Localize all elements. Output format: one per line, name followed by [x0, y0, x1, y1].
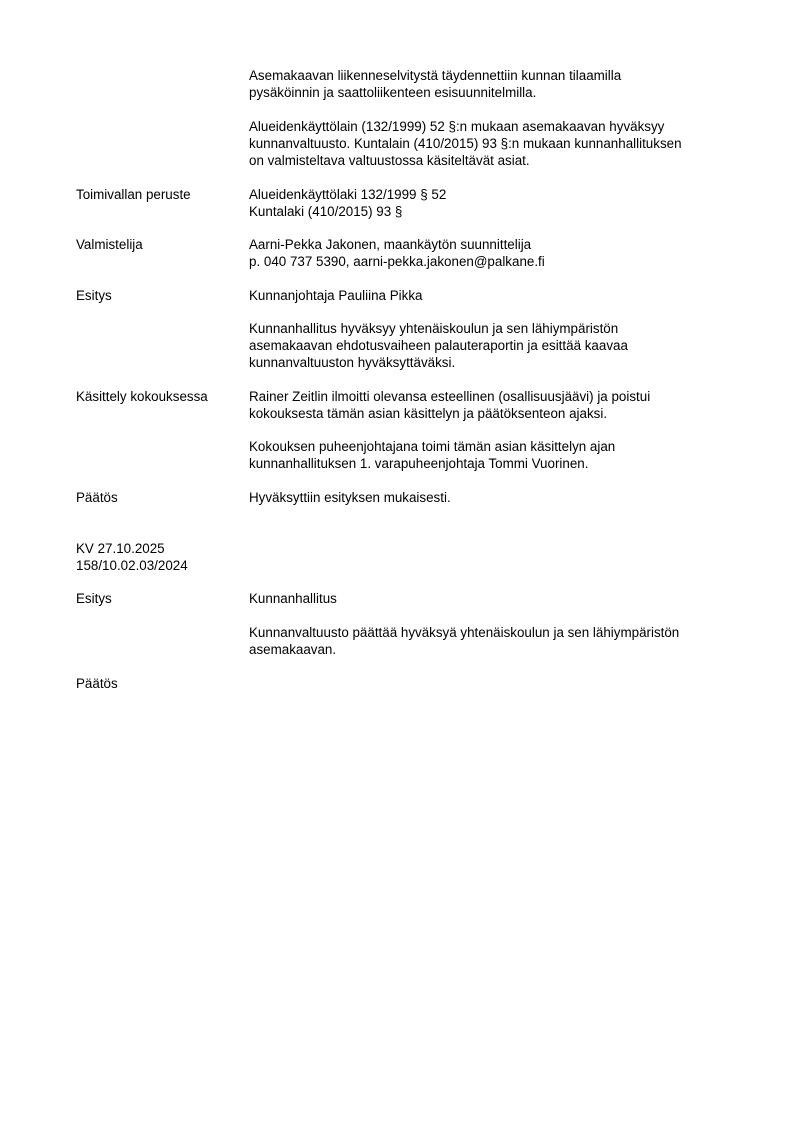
- kasittely-paragraph-1: [249, 388, 739, 422]
- text-line: Kuntalaki (410/2015) 93 §: [249, 204, 403, 219]
- esitys-2-presenter: [249, 590, 739, 607]
- text-line: kokouksesta tämän asian käsittelyn ja päätöksenteon ajaksi.: [249, 406, 608, 421]
- text-line: pysäköinnin ja saattoliikenteen esisuunnitelmilla.: [249, 85, 537, 100]
- kv-date: KV 27.10.2025: [76, 541, 165, 556]
- kv-reference: 158/10.02.03/2024: [76, 558, 188, 573]
- esitys-2-body: [249, 624, 739, 658]
- text-line: kunnanvaltuuston hyväksyttäväksi.: [249, 355, 456, 370]
- kasittely-paragraph-2: [249, 438, 739, 472]
- text-line: on valmisteltava valtuustossa käsiteltävät asiat.: [249, 153, 530, 168]
- toimivalta-label: Toimivallan peruste: [76, 187, 191, 202]
- esitys-2-label: Esitys: [76, 591, 112, 606]
- kasittely-label: Käsittely kokouksessa: [76, 389, 208, 404]
- text-line: Kunnanhallitus hyväksyy yhtenäiskoulun ja sen lähiympäristön: [249, 321, 619, 336]
- text-line: Hyväksyttiin esityksen mukaisesti.: [249, 490, 451, 505]
- esitys-label: Esitys: [76, 288, 112, 303]
- text-line: Kunnanjohtaja Pauliina Pikka: [249, 288, 423, 303]
- intro-paragraph-1: [249, 67, 739, 101]
- text-line: asemakaavan ehdotusvaiheen palauteraportin ja esittää kaavaa: [249, 338, 628, 353]
- text-line: Kokouksen puheenjohtajana toimi tämän asian käsittelyn ajan: [249, 439, 616, 454]
- kv-meeting-info: [76, 540, 246, 574]
- text-line: kunnanvaltuusto. Kuntalain (410/2015) 93 §:n mukaan kunnanhallituksen: [249, 136, 682, 151]
- esitys-body: [249, 320, 739, 371]
- text-line: Rainer Zeitlin ilmoitti olevansa esteellinen (osallisuusjäävi) ja poistui: [249, 389, 651, 404]
- paatos-label: Päätös: [76, 490, 118, 505]
- paatos-content: [249, 489, 739, 506]
- valmistelija-label: Valmistelija: [76, 237, 143, 252]
- text-line: Alueidenkäyttölaki 132/1999 § 52: [249, 187, 447, 202]
- toimivalta-content: [249, 186, 739, 220]
- text-line: Kunnanhallitus: [249, 591, 337, 606]
- text-line: Aarni-Pekka Jakonen, maankäytön suunnittelija: [249, 237, 532, 252]
- text-line: kunnanhallituksen 1. varapuheenjohtaja Tommi Vuorinen.: [249, 456, 589, 471]
- text-line: Kunnanvaltuusto päättää hyväksyä yhtenäiskoulun ja sen lähiympäristön: [249, 625, 680, 640]
- text-line: p. 040 737 5390, aarni-pekka.jakonen@palkane.fi: [249, 254, 545, 269]
- text-line: Alueidenkäyttölain (132/1999) 52 §:n mukaan asemakaavan hyväksyy: [249, 119, 665, 134]
- valmistelija-content: [249, 236, 739, 270]
- intro-paragraph-2: [249, 118, 739, 169]
- paatos-2-label: Päätös: [76, 676, 118, 691]
- text-line: asemakaavan.: [249, 642, 337, 657]
- text-line: Asemakaavan liikenneselvitystä täydennettiin kunnan tilaamilla: [249, 68, 622, 83]
- esitys-presenter: [249, 287, 739, 304]
